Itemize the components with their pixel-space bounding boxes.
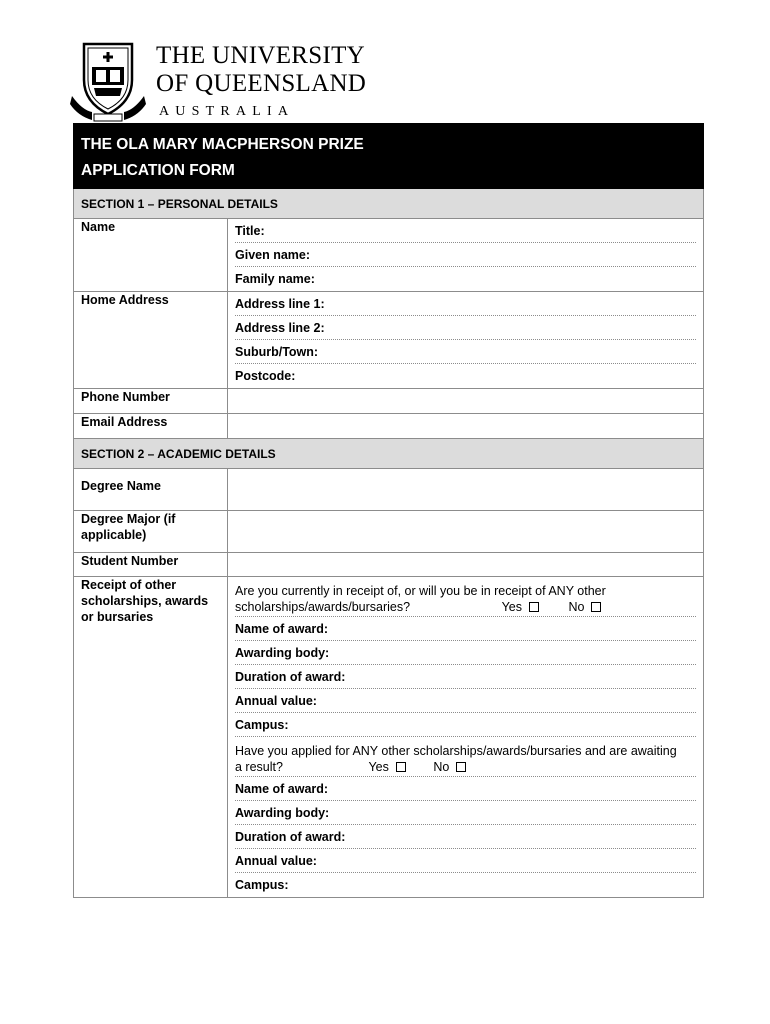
phone-field[interactable] xyxy=(228,389,704,414)
form-title xyxy=(74,124,704,189)
current-receipt-question xyxy=(235,577,696,617)
postcode-field[interactable]: Postcode: xyxy=(235,369,296,383)
current-annual-value-field[interactable]: Annual value: xyxy=(235,689,696,713)
pending-application-no xyxy=(433,759,466,775)
form-title-row xyxy=(74,124,704,189)
section-2-header: SECTION 2 – ACADEMIC DETAILS xyxy=(74,439,704,469)
university-crest-icon xyxy=(70,40,154,122)
university-logo xyxy=(70,40,390,122)
current-receipt-yes xyxy=(502,599,539,615)
home-address-fields xyxy=(228,292,704,389)
current-receipt-question-line1: Are you currently in receipt of, or will you be in receipt of ANY other xyxy=(235,584,606,598)
address-line-1-field[interactable]: Address line 1: xyxy=(235,292,696,316)
current-award-duration-field[interactable]: Duration of award: xyxy=(235,665,696,689)
university-name-line2: OF QUEENSLAND xyxy=(156,70,367,97)
section-1-header: SECTION 1 – PERSONAL DETAILS xyxy=(74,189,704,219)
phone-label: Phone Number xyxy=(74,389,228,414)
pending-annual-value-field[interactable]: Annual value: xyxy=(235,849,696,873)
university-name-line1: THE UNIVERSITY xyxy=(156,42,366,69)
email-field[interactable] xyxy=(228,414,704,439)
current-receipt-question-line2: scholarships/awards/bursaries? xyxy=(235,600,411,614)
pending-awarding-body-field[interactable]: Awarding body: xyxy=(235,801,696,825)
pending-application-question-line2: a result? xyxy=(235,760,283,774)
family-name-field[interactable]: Family name: xyxy=(235,272,315,286)
name-row xyxy=(74,219,704,292)
current-receipt-no xyxy=(568,599,601,615)
pending-award-duration-field[interactable]: Duration of award: xyxy=(235,825,696,849)
title-field[interactable]: Title: xyxy=(235,219,696,243)
address-line-2-field[interactable]: Address line 2: xyxy=(235,316,696,340)
pending-application-no-label: No xyxy=(433,760,450,774)
degree-name-row xyxy=(74,469,704,511)
current-campus-field[interactable]: Campus: xyxy=(235,713,696,737)
scholarships-row xyxy=(74,577,704,898)
email-row xyxy=(74,414,704,439)
current-receipt-no-checkbox[interactable] xyxy=(591,602,601,612)
degree-major-label: Degree Major (if applicable) xyxy=(74,511,228,553)
email-label: Email Address xyxy=(74,414,228,439)
suburb-town-field[interactable]: Suburb/Town: xyxy=(235,340,696,364)
current-receipt-yes-checkbox[interactable] xyxy=(529,602,539,612)
application-form-table xyxy=(73,123,704,898)
current-awarding-body-field[interactable]: Awarding body: xyxy=(235,641,696,665)
student-number-label: Student Number xyxy=(74,553,228,577)
degree-name-label: Degree Name xyxy=(74,469,228,511)
university-name xyxy=(156,42,366,98)
phone-row xyxy=(74,389,704,414)
current-award-name-field[interactable]: Name of award: xyxy=(235,617,696,641)
pending-application-yes-label: Yes xyxy=(368,760,389,774)
pending-application-yes xyxy=(368,759,405,775)
scholarships-fields xyxy=(228,577,704,898)
given-name-field[interactable]: Given name: xyxy=(235,243,696,267)
student-number-field[interactable] xyxy=(228,553,704,577)
home-address-label: Home Address xyxy=(74,292,228,389)
degree-name-field[interactable] xyxy=(228,469,704,511)
student-number-row xyxy=(74,553,704,577)
form-title-line1: THE OLA MARY MACPHERSON PRIZE xyxy=(81,136,364,153)
pending-award-name-field[interactable]: Name of award: xyxy=(235,777,696,801)
home-address-row xyxy=(74,292,704,389)
pending-application-question-line1: Have you applied for ANY other scholarships/awards/bursaries and are awaiting xyxy=(235,744,677,758)
scholarships-label: Receipt of other scholarships, awards or bursaries xyxy=(74,577,228,898)
university-country: AUSTRALIA xyxy=(159,104,295,119)
current-receipt-no-label: No xyxy=(568,600,585,614)
pending-application-yes-checkbox[interactable] xyxy=(396,762,406,772)
name-label: Name xyxy=(74,219,228,292)
degree-major-field[interactable] xyxy=(228,511,704,553)
section-2-header-row xyxy=(74,439,704,469)
name-fields xyxy=(228,219,704,292)
pending-application-no-checkbox[interactable] xyxy=(456,762,466,772)
current-receipt-yes-label: Yes xyxy=(501,600,522,614)
pending-application-question xyxy=(235,737,696,777)
pending-campus-field[interactable]: Campus: xyxy=(235,878,289,892)
section-1-header-row xyxy=(74,189,704,219)
degree-major-row xyxy=(74,511,704,553)
form-title-line2: APPLICATION FORM xyxy=(81,162,235,179)
